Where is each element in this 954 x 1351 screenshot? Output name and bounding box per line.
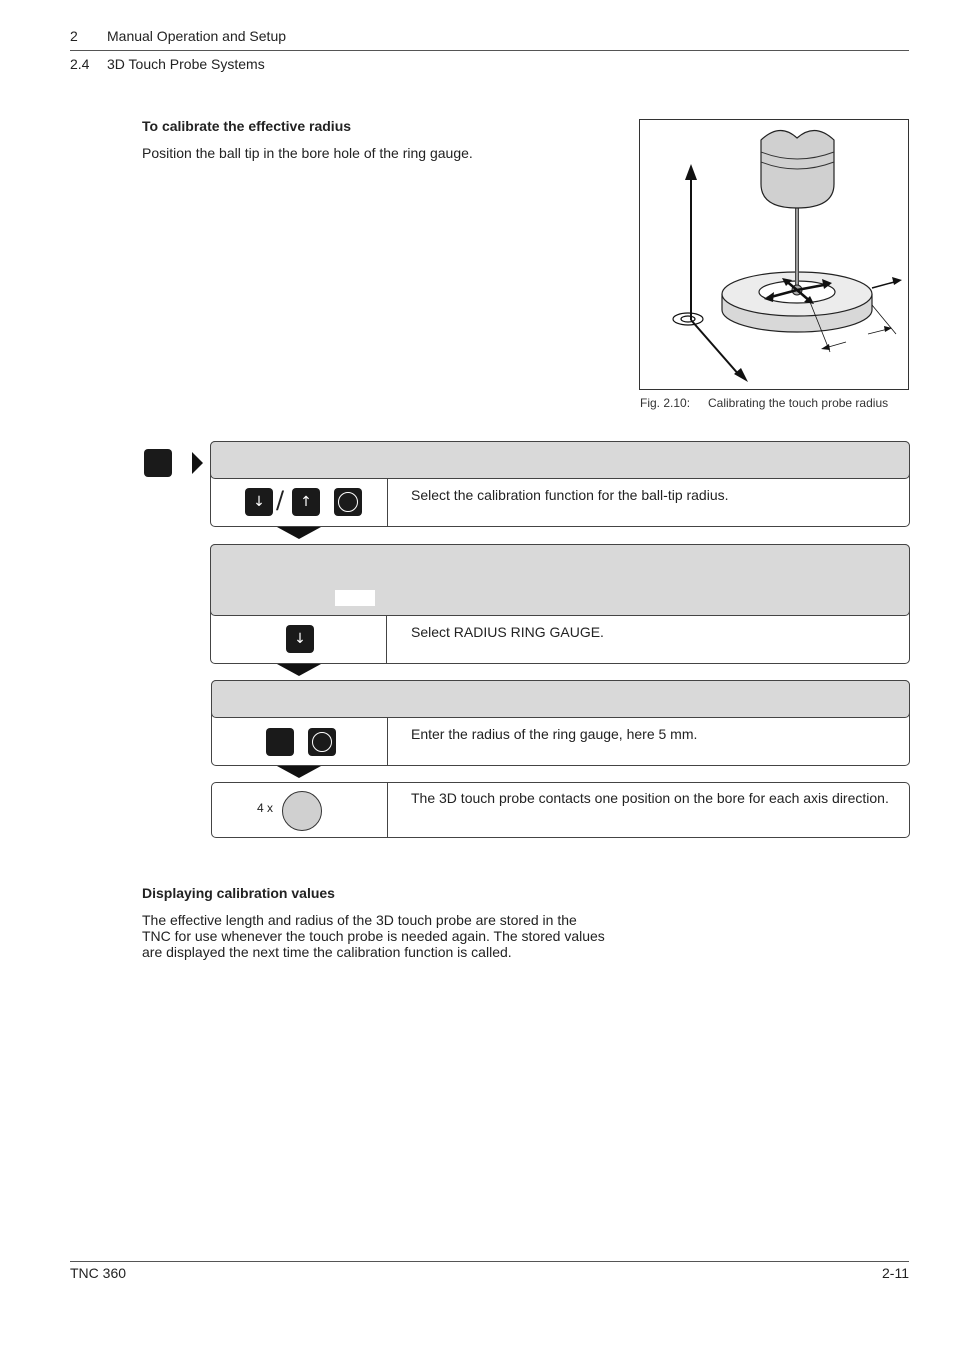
circle-icon — [312, 732, 332, 752]
calibrate-instruction: Position the ball tip in the bore hole of the ring gauge. — [142, 145, 473, 161]
arrow-up-icon: ↑ — [300, 494, 312, 510]
display-highlight — [335, 590, 375, 606]
slash-separator: / — [276, 486, 285, 514]
display-line-3: are displayed the next time the calibration function is called. — [142, 944, 512, 960]
flow-arrow-icon — [277, 766, 321, 778]
footer-model: TNC 360 — [70, 1265, 127, 1281]
arrow-up-key[interactable] — [292, 488, 320, 516]
figure-number: Fig. 2.10: — [640, 396, 691, 410]
start-key[interactable] — [282, 791, 322, 831]
arrow-down-icon: ↓ — [253, 494, 265, 510]
probe-illustration — [640, 120, 908, 389]
step-panel-1 — [210, 441, 910, 527]
arrow-down-key[interactable] — [245, 488, 273, 516]
mode-key[interactable] — [144, 449, 172, 477]
step-panel-4 — [211, 782, 910, 838]
figure-caption: Calibrating the touch probe radius — [708, 396, 889, 410]
step-text: The 3D touch probe contacts one position on the bore for each axis direction. — [411, 790, 889, 806]
step-panel-2 — [210, 544, 910, 664]
screen-display-3 — [211, 680, 910, 718]
probe-figure — [639, 119, 909, 390]
calibrate-heading: To calibrate the effective radius — [142, 118, 352, 134]
flow-arrow-icon — [277, 527, 321, 539]
flow-arrow-icon — [277, 664, 321, 676]
arrow-down-icon: ↓ — [294, 631, 306, 647]
digit-key[interactable] — [266, 728, 294, 756]
step-text: Select the calibration function for the ball-tip radius. — [411, 487, 729, 503]
section-title: 3D Touch Probe Systems — [107, 56, 265, 72]
repeat-count: 4 x — [257, 801, 274, 815]
display-line-1: The effective length and radius of the 3D touch probe are stored in the — [142, 912, 577, 928]
enter-key[interactable] — [334, 488, 362, 516]
pointer-icon — [190, 452, 204, 474]
step-panel-3 — [211, 680, 910, 766]
display-line-2: TNC for use whenever the touch probe is needed again. The stored values — [142, 928, 605, 944]
chapter-number: 2 — [70, 28, 78, 44]
step-text: Enter the radius of the ring gauge, here 5 mm. — [411, 726, 698, 742]
arrow-down-key[interactable] — [286, 625, 314, 653]
step-text: Select RADIUS RING GAUGE. — [411, 624, 604, 640]
screen-display-1 — [210, 441, 910, 479]
chapter-title: Manual Operation and Setup — [107, 28, 287, 44]
section-number: 2.4 — [70, 56, 90, 72]
footer-rule — [70, 1261, 909, 1262]
circle-icon — [338, 492, 358, 512]
display-heading: Displaying calibration values — [142, 885, 335, 901]
page-number: 2-11 — [882, 1265, 909, 1281]
enter-key[interactable] — [308, 728, 336, 756]
screen-display-2 — [210, 544, 910, 616]
header-rule — [70, 50, 909, 51]
